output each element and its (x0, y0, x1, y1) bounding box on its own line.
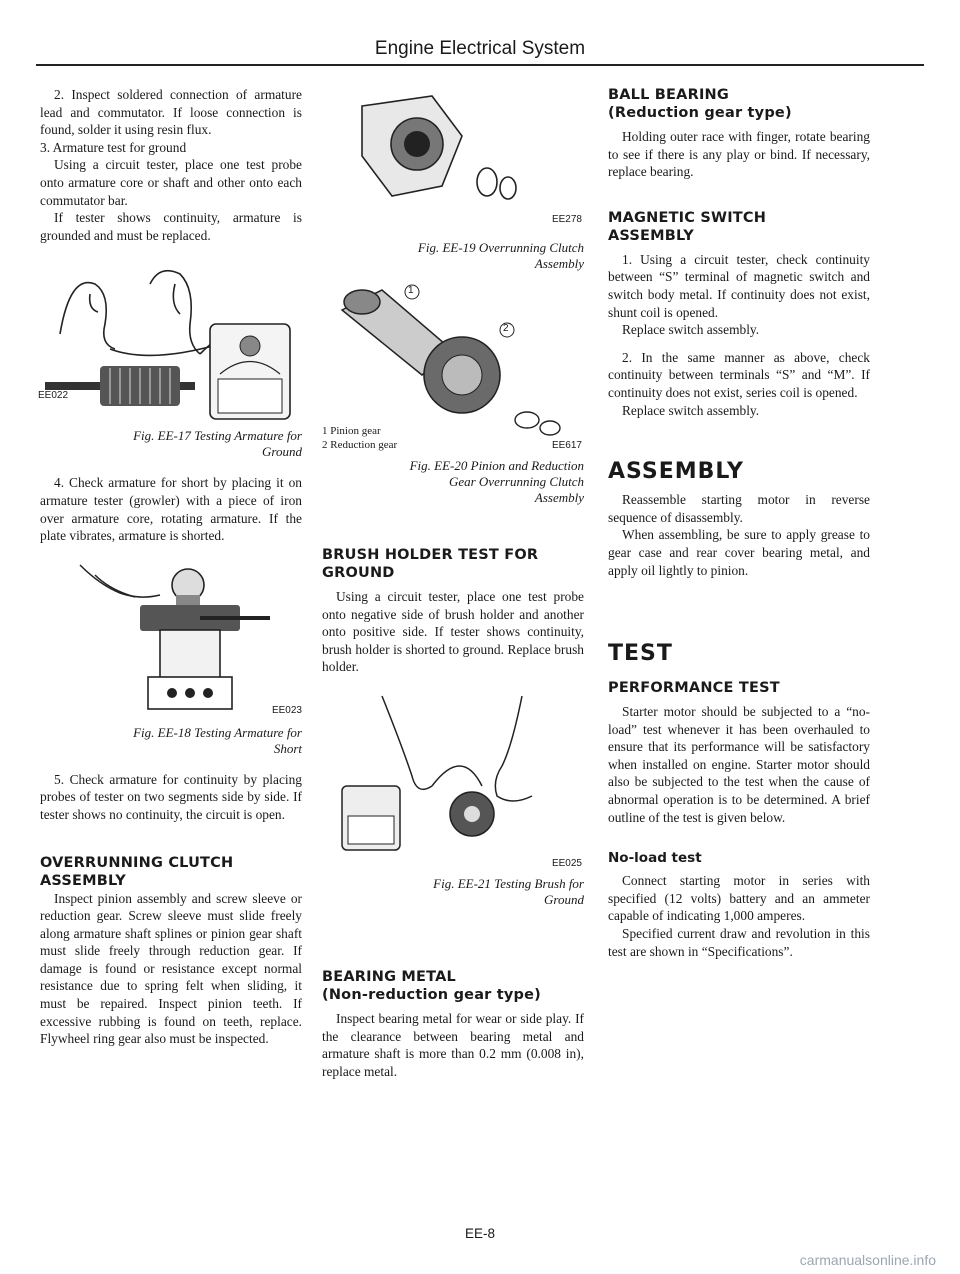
section-heading-ball-bearing: BALL BEARING (608, 87, 729, 103)
figure-caption: Fig. EE-19 Overrunning Clutch (417, 240, 584, 255)
page-number: EE-8 (464, 1226, 495, 1241)
figure-ee21 (322, 686, 584, 869)
figure-ee17 (40, 254, 302, 428)
figure-caption: Fig. EE-17 Testing Armature for (133, 428, 302, 444)
paragraph-step-4: 4. Check armature for short by placing it on armature tester (growler) with a piece of iron over armature core, rotating armature. If the plate vibrates, armature is shorted. (40, 475, 302, 544)
brush-holder-body: Using a circuit tester, place one test probe onto negative side of brush holder and another onto positive side. If tester shows continuity, brush holder is shorted to ground. Replace brush holder. (322, 589, 584, 675)
callout-marker: 1 (408, 285, 414, 296)
section-heading-assembly: ASSEMBLY (608, 459, 744, 485)
section-heading-no-load-test: No-load test (608, 850, 702, 867)
magnetic-step-1: 1. Using a circuit tester, check continuity between “S” terminal of magnetic switch and switch body metal. If continuity does not exist, shunt coil is opened. (608, 251, 870, 320)
section-heading-bearing-metal: (Non-reduction gear type) (322, 986, 542, 1003)
callout-marker: 2 (503, 323, 509, 334)
armature-ground-test-illustration (40, 254, 302, 422)
figure-ee20 (322, 280, 584, 458)
section-heading-test: TEST (608, 641, 673, 667)
overrunning-clutch-illustration (322, 86, 584, 216)
ball-bearing-body: Holding outer race with finger, rotate bearing to see if there is any play or bind. If necessary, replace bearing. (608, 129, 870, 180)
bearing-metal-body: Inspect bearing metal for wear or side play. If the clearance between bearing metal and armature shaft is more than 0.2 mm (0.008 in), replace metal. (322, 1010, 584, 1079)
figure-code: EE617 (551, 440, 582, 451)
figure-caption: Gear Overrunning Clutch (448, 474, 584, 489)
magnetic-step-2: 2. In the same manner as above, check continuity between terminals “S” and “M”. If continuity does not exist, series coil is opened. (608, 349, 870, 400)
figure-caption: Fig. EE-18 Testing Armature for (133, 724, 302, 740)
section-heading-magnetic-switch: ASSEMBLY (608, 227, 694, 244)
armature-growler-illustration (40, 555, 302, 715)
section-heading-ball-bearing: (Reduction gear type) (608, 105, 792, 121)
figure-ee18 (40, 555, 302, 725)
pinion-reduction-gear-illustration (322, 280, 584, 448)
legend-item: 2 Reduction gear (322, 439, 398, 451)
figure-code: EE025 (551, 857, 582, 869)
section-heading-brush-holder: GROUND (322, 565, 395, 581)
paragraph-step-2: 2. Inspect soldered connection of armature lead and commutator. If loose connection is found, solder it using resin flux. (40, 87, 302, 138)
performance-test-body: Starter motor should be subjected to a “no-load” test whenever it has been overhauled to ensure that its performance will be satisfactory when installed on engine. Starter motor should also be subjected to the test when the cause of abnormal operation is to be determined. A brief outline of the test is given below. (608, 704, 870, 825)
figure-legend (322, 424, 397, 452)
page-header: Engine Electrical System (374, 38, 586, 59)
section-heading-bearing-metal: BEARING METAL (322, 968, 456, 985)
figure-ee19 (322, 86, 584, 226)
figure-caption: Fig. EE-21 Testing Brush for (433, 875, 584, 891)
magnetic-step-2-replace: Replace switch assembly. (622, 402, 760, 418)
figure-caption: Ground (544, 891, 584, 907)
section-heading-overrunning: ASSEMBLY (40, 872, 126, 889)
step-3-body: Using a circuit tester, place one test probe onto armature core or shaft and other onto each commutator bar. (40, 157, 302, 208)
figure-code: EE023 (271, 704, 302, 716)
brush-ground-test-illustration (322, 686, 584, 856)
paragraph-step-5: 5. Check armature for continuity by placing probes of tester on two segments side by side. If tester shows no continuity, the circuit is open. (40, 771, 302, 822)
section-heading-performance-test: PERFORMANCE TEST (608, 680, 780, 697)
figure-caption: Short (273, 740, 302, 756)
step-3-note: If tester shows continuity, armature is grounded and must be replaced. (40, 210, 302, 243)
header-rule (36, 64, 924, 66)
figure-caption: Assembly (534, 490, 584, 505)
assembly-body-2: When assembling, be sure to apply grease to gear case and rear cover bearing metal, and apply oil lightly to pinion. (608, 527, 870, 578)
column-left (40, 86, 302, 1048)
no-load-body-1: Connect starting motor in series with specified (12 volts) battery and an ammeter capable of indicating 1,000 amperes. (608, 873, 870, 924)
section-heading-overrunning: OVERRUNNING CLUTCH (40, 854, 234, 871)
section-heading-brush-holder: BRUSH HOLDER TEST FOR (322, 547, 539, 563)
column-middle (322, 86, 584, 1080)
watermark-link[interactable]: carmanualsonline.info (799, 1252, 936, 1268)
legend-item: 1 Pinion gear (322, 425, 381, 437)
figure-code: EE022 (38, 390, 69, 402)
no-load-body-2: Specified current draw and revolution in this test are shown in “Specifications”. (608, 926, 870, 959)
figure-caption: Ground (262, 444, 302, 460)
figure-caption: Fig. EE-20 Pinion and Reduction (409, 458, 584, 473)
magnetic-step-1-replace: Replace switch assembly. (622, 322, 760, 338)
section-heading-magnetic-switch: MAGNETIC SWITCH (608, 209, 767, 226)
column-right (608, 86, 870, 960)
figure-code: EE278 (551, 214, 582, 225)
assembly-body-1: Reassemble starting motor in reverse sequence of disassembly. (608, 492, 870, 525)
figure-caption: Assembly (534, 256, 584, 271)
step-3-title: 3. Armature test for ground (40, 139, 187, 155)
overrunning-body: Inspect pinion assembly and screw sleeve or reduction gear. Screw sleeve must slide freely along armature shaft splines or pinion gear shaft must slide freely through reduction gear. If damage is found or resistance except normal resistance due to spring felt when sliding, it must be repaired. Inspect pinion teeth. If excessive rubbing is found on teeth, replace. Flywheel ring gear also must be inspected. (40, 890, 302, 1047)
